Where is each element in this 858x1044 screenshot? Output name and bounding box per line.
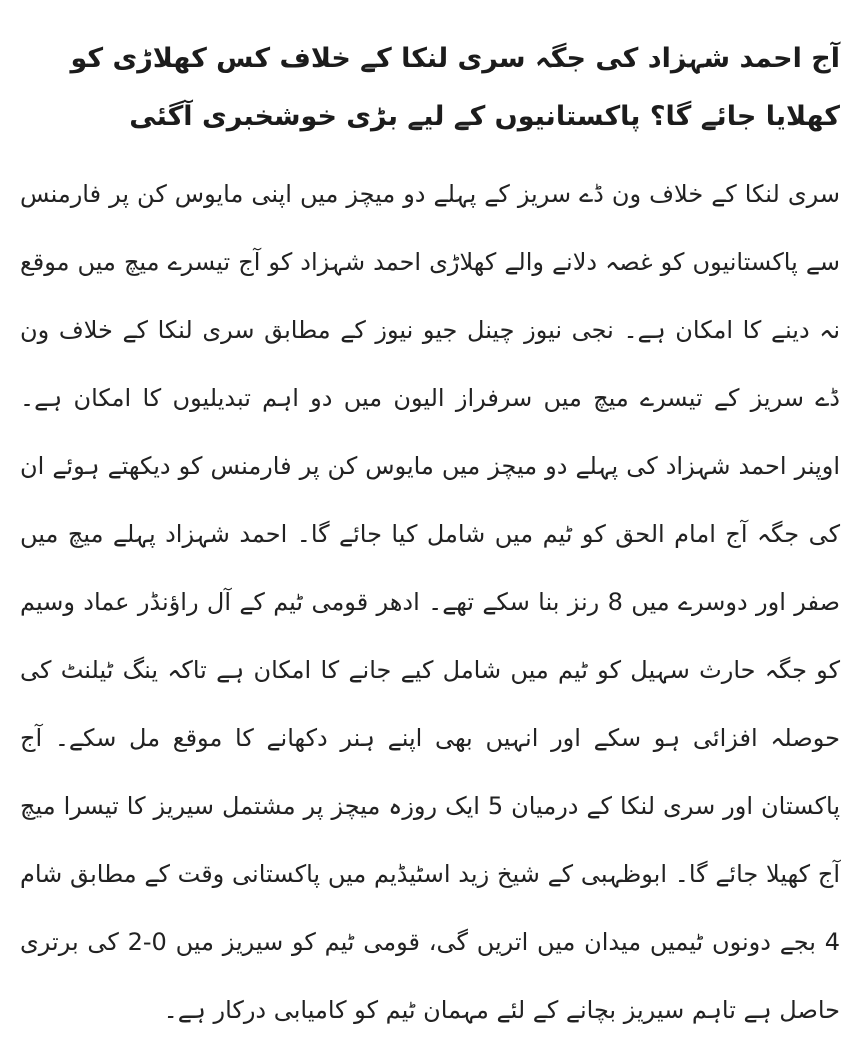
article-headline: آج احمد شہزاد کی جگہ سری لنکا کے خلاف کس کھلاڑی کو کھلایا جائے گا؟ پاکستانیوں کے لیے بڑی خوشخبری آگئی — [70, 43, 840, 132]
article-body-text: سری لنکا کے خلاف ون ڈے سریز کے پہلے دو میچز میں اپنی مایوس کن پر فارمنس سے پاکستانیوں کو غصہ دلانے والے کھلاڑی احمد شہزاد کو آج تیسرے میچ میں موقع نہ دینے کا امکان ہے۔ نجی نیوز چینل جیو نیوز کے مطابق سری لنکا کے خلاف ون ڈے سریز کے تیسرے میچ میں سرفراز الیون میں دو اہم تبدیلیوں کا امکان ہے۔ اوپنر احمد شہزاد کی پہلے دو میچز میں مایوس کن پر فارمنس کو دیکھتے ہوئے ان کی جگہ آج امام الحق کو ٹیم میں شامل کیا جائے گا۔ احمد شہزاد پہلے میچ میں صفر اور دوسرے میں 8 رنز بنا سکے تھے۔ ادھر قومی ٹیم کے آل راؤنڈر عماد وسیم کو جگہ حارث سہیل کو ٹیم میں شامل کیے جانے کا امکان ہے تاکہ ینگ ٹیلنٹ کی حوصلہ افزائی ہو سکے اور انہیں بھی اپنے ہنر دکھانے کا موقع مل سکے۔ آج پاکستان اور سری لنکا کے درمیان 5 ایک روزہ میچز پر مشتمل سیریز کا تیسرا میچ آج کھیلا جائے گا۔ ابوظہبی کے شیخ زید اسٹیڈیم میں پاکستانی وقت کے مطابق شام 4 بجے دونوں ٹیمیں میدان میں اتریں گی، قومی ٹیم کو سیریز میں 0-2 کی برتری حاصل ہے تاہم سیریز بچانے کے لئے مہمان ٹیم کو کامیابی درکار ہے۔ — [20, 180, 841, 1024]
